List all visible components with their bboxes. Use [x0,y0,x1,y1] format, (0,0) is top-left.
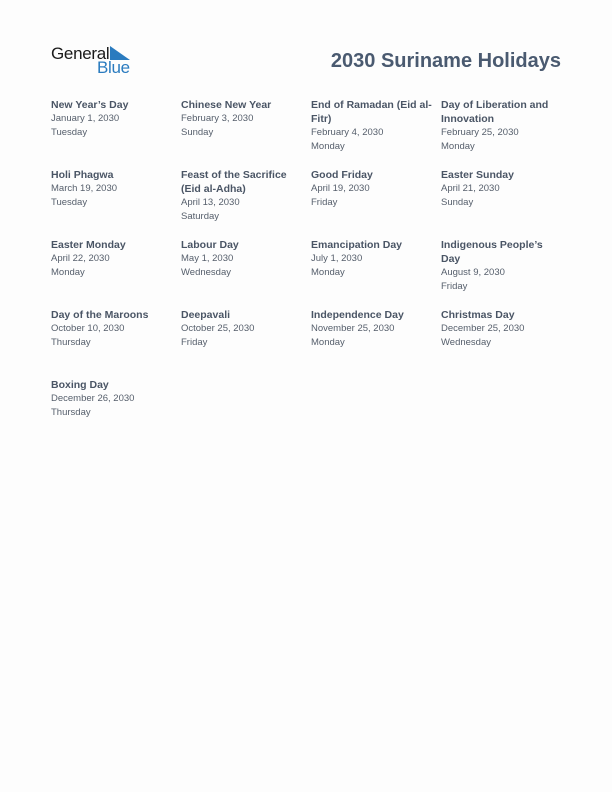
holiday-name: Independence Day [311,309,404,321]
holiday-name: Easter Sunday [441,169,514,181]
holiday-name: Christmas Day [441,309,515,321]
holiday-date: November 25, 2030 [311,323,395,334]
page-title: 2030 Suriname Holidays [330,50,561,72]
holiday-name: Good Friday [311,169,373,181]
holiday-entry [51,308,181,378]
holiday-weekday: Monday [311,140,345,152]
holiday-entry [51,378,181,448]
holiday-weekday: Sunday [181,126,214,138]
holiday-date: December 25, 2030 [441,323,525,334]
holiday-weekday: Friday [311,196,338,208]
holiday-grid [51,98,571,448]
holiday-name: Boxing Day [51,379,109,391]
holiday-date: February 25, 2030 [441,127,519,138]
holiday-name: Emancipation Day [311,239,403,251]
holiday-entry [441,238,571,308]
holiday-date: January 1, 2030 [51,113,120,124]
holiday-name: Labour Day [181,239,239,251]
holiday-weekday: Wednesday [441,336,491,348]
holiday-date: April 22, 2030 [51,253,110,264]
holiday-entry [181,238,311,308]
holiday-entry [441,308,571,378]
holiday-name: Indigenous People’s Day [441,239,543,265]
brand-logo [51,44,141,78]
holiday-entry [311,98,441,168]
holiday-entry [181,308,311,378]
holiday-entry [311,238,441,308]
holiday-weekday: Saturday [181,210,220,222]
holiday-name: Deepavali [181,309,231,321]
holiday-entry [51,168,181,238]
holiday-date: July 1, 2030 [311,253,363,264]
holiday-entry [51,98,181,168]
holiday-date: October 10, 2030 [51,323,125,334]
holiday-name: End of Ramadan (Eid al-Fitr) [311,99,432,125]
holiday-weekday: Tuesday [51,126,88,138]
holiday-entry [311,308,441,378]
holiday-weekday: Monday [311,336,345,348]
holiday-entry [181,168,311,238]
holiday-weekday: Wednesday [181,266,231,278]
holiday-name: Holi Phagwa [51,169,114,181]
holiday-date: October 25, 2030 [181,323,255,334]
holiday-weekday: Tuesday [51,196,88,208]
holiday-date: March 19, 2030 [51,183,118,194]
holiday-name: New Year’s Day [51,99,129,111]
holiday-date: April 19, 2030 [311,183,370,194]
holiday-entry [181,98,311,168]
holiday-date: May 1, 2030 [181,253,234,264]
holiday-weekday: Sunday [441,196,474,208]
logo-text-general: General [51,44,110,63]
holiday-name: Chinese New Year [181,99,272,111]
holiday-weekday: Monday [311,266,345,278]
holiday-date: April 13, 2030 [181,197,240,208]
holiday-name: Day of Liberation and Innovation [441,99,549,125]
holiday-name: Easter Monday [51,239,126,251]
holiday-weekday: Monday [441,140,475,152]
holiday-weekday: Thursday [51,336,91,348]
holiday-name: Feast of the Sacrifice (Eid al-Adha) [181,169,287,195]
holiday-entry [311,168,441,238]
holiday-date: February 4, 2030 [311,127,384,138]
holiday-entry [441,98,571,168]
holiday-entry [51,238,181,308]
holiday-date: April 21, 2030 [441,183,500,194]
holiday-weekday: Monday [51,266,85,278]
holiday-weekday: Thursday [51,406,91,418]
holiday-date: February 3, 2030 [181,113,254,124]
holiday-date: December 26, 2030 [51,393,135,404]
holiday-entry [441,168,571,238]
holiday-name: Day of the Maroons [51,309,149,321]
logo-text-blue: Blue [97,58,130,77]
holiday-weekday: Friday [181,336,208,348]
holiday-weekday: Friday [441,280,468,292]
holiday-date: August 9, 2030 [441,267,505,278]
